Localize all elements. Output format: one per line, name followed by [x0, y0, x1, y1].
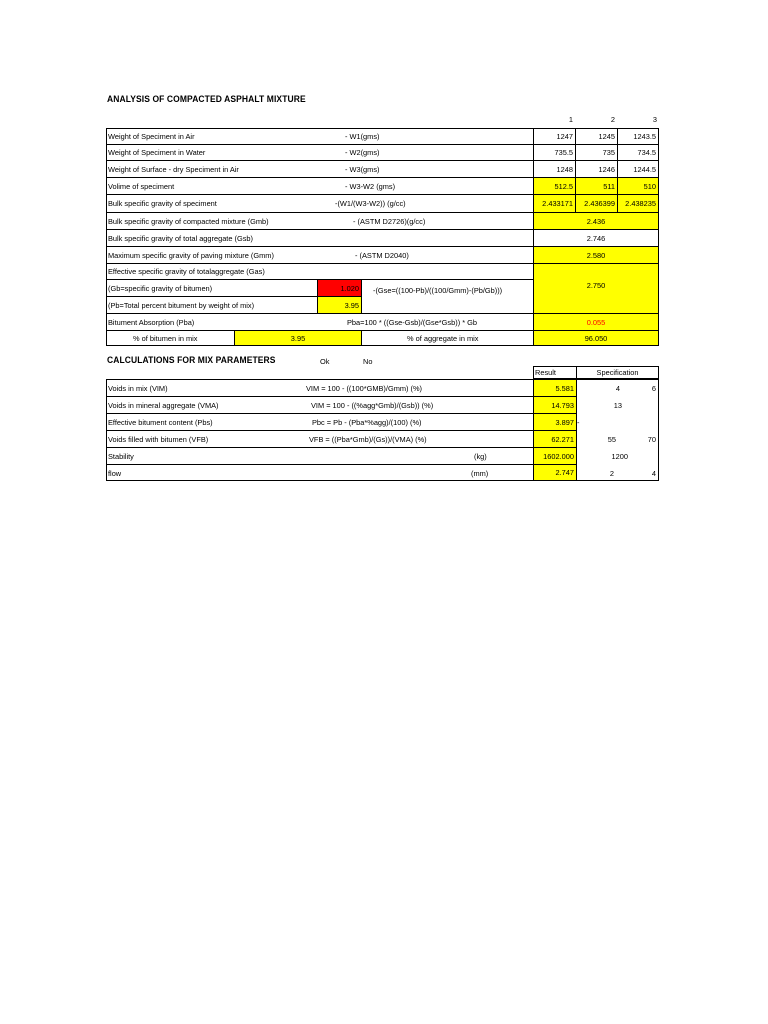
calc-row-label: Stability [108, 452, 134, 461]
calc-spec-max: 70 [647, 435, 656, 444]
value-cell: 510 [617, 177, 659, 195]
bit-label-cell [106, 330, 235, 346]
row-divider [106, 430, 534, 431]
calc-spec-min: 4 [615, 384, 620, 393]
calc-spec-min: 2 [609, 469, 614, 478]
calc-row-formula: (mm) [471, 469, 489, 478]
calc-row-label: Voids in mineral aggregate (VMA) [108, 401, 219, 410]
result-header: Result [533, 366, 577, 379]
calc-result: 1602.000 [533, 447, 577, 465]
gsb-label-cell [106, 229, 534, 247]
row-label: Weight of Speciment in Water [108, 148, 206, 157]
agg-label-cell [361, 330, 534, 346]
row-label-cell [106, 144, 534, 161]
pba-formula: Pba=100 * ((Gse-Gsb)/(Gse*Gsb)) * Gb [347, 318, 477, 327]
row-formula: - W2(gms) [345, 148, 380, 157]
row-label-cell [106, 177, 534, 195]
calc-row-formula: VIM = 100 - ((%agg*Gmb)/(Gsb)) (%) [311, 401, 434, 410]
row-label: Volime of speciment [108, 181, 175, 191]
row-label-cell [106, 160, 534, 178]
value-cell: 2.433171 [533, 194, 576, 213]
gse-formula-cell [361, 279, 534, 314]
row-formula: - W1(gms) [345, 132, 380, 141]
gmm-label: Maximum specific gravity of paving mixture (Gmm) [108, 250, 274, 260]
calc-spec-min: - [577, 418, 580, 427]
row-label-cell [106, 194, 534, 213]
value-cell: 511 [575, 177, 618, 195]
page-title: ANALYSIS OF COMPACTED ASPHALT MIXTURE [107, 93, 306, 105]
gmb-value: 2.436 [533, 212, 659, 230]
calc-title: CALCULATIONS FOR MIX PARAMETERS [107, 354, 276, 366]
gb-label: (Gb=specific gravity of bitumen) [108, 283, 213, 293]
row-formula: -(W1/(W3-W2)) (g/cc) [335, 199, 406, 208]
no-label: No [363, 357, 373, 366]
calc-spec-min: 55 [607, 435, 616, 444]
calc-spec-min: 13 [613, 401, 622, 410]
agg-label: % of aggregate in mix [407, 333, 479, 343]
calc-result: 3.897 [533, 413, 577, 431]
calc-spec-min: 1200 [611, 452, 628, 461]
gsb-value: 2.746 [533, 229, 659, 247]
gmb-label: Bulk specific gravity of compacted mixture (Gmb) [108, 216, 269, 226]
bit-value: 3.95 [234, 330, 362, 346]
calc-row-label: Voids filled with bitumen (VFB) [108, 435, 209, 444]
calc-result: 14.793 [533, 396, 577, 414]
value-cell: 2.438235 [617, 194, 659, 213]
gse-value-cell [533, 263, 659, 314]
pba-value: 0.055 [533, 313, 659, 331]
value-cell: 1248 [533, 160, 576, 178]
gsb-label: Bulk specific gravity of total aggregate (Gsb) [108, 233, 254, 243]
gb-value: 1.020 [317, 279, 362, 297]
calc-result: 5.581 [533, 379, 577, 397]
pba-label: Bitument Absorption (Pba) [108, 318, 195, 327]
value-cell: 734.5 [617, 144, 659, 161]
pb-label: (Pb=Total percent bitument by weight of mix) [108, 300, 255, 310]
row-divider [106, 396, 534, 397]
pb-value: 3.95 [317, 296, 362, 314]
value-cell: 1246 [575, 160, 618, 178]
ok-label: Ok [320, 357, 330, 366]
gse-formula: -(Gse=((100-Pb)/((100/Gmm)-(Pb/Gb))) [373, 286, 503, 295]
calc-result: 62.271 [533, 430, 577, 448]
gmm-value: 2.580 [533, 246, 659, 264]
gse-label-cell [106, 263, 534, 280]
gse-value: 2.750 [586, 280, 606, 290]
value-cell: 1247 [533, 128, 576, 145]
calc-row-formula: VIM = 100 - ((100*GMB)/Gmm) (%) [306, 384, 423, 393]
col-header-1: 1 [568, 115, 573, 124]
row-divider [106, 413, 534, 414]
value-cell: 1245 [575, 128, 618, 145]
calc-row-label: Effective bitument content (Pbs) [108, 418, 213, 427]
calc-row-formula: (kg) [474, 452, 487, 461]
value-cell: 735 [575, 144, 618, 161]
pb-label-cell [106, 296, 318, 314]
row-label: Bulk specific gravity of speciment [108, 199, 217, 208]
col-header-2: 2 [610, 115, 615, 124]
bit-label: % of bitumen in mix [133, 333, 198, 343]
row-divider [106, 464, 534, 465]
row-formula: - W3-W2 (gms) [345, 181, 396, 191]
calc-row-formula: Pbc = Pb - (Pba*%agg)/(100) (%) [312, 418, 422, 427]
row-formula: - W3(gms) [345, 164, 380, 174]
agg-value: 96.050 [533, 330, 659, 346]
pba-label-cell [106, 313, 534, 331]
gmm-label-cell [106, 246, 534, 264]
calc-result: 2.747 [533, 464, 577, 481]
col-header-3: 3 [652, 115, 657, 124]
gmb-formula: - (ASTM D2726)(g/cc) [353, 216, 426, 226]
calc-spec-max: 4 [651, 469, 656, 478]
gb-label-cell [106, 279, 318, 297]
calc-row-label: Voids in mix (VIM) [108, 384, 168, 393]
row-label: Weight of Speciment in Air [108, 132, 195, 141]
value-cell: 1243.5 [617, 128, 659, 145]
gmb-label-cell [106, 212, 534, 230]
value-cell: 2.436399 [575, 194, 618, 213]
value-cell: 1244.5 [617, 160, 659, 178]
row-label-cell [106, 128, 534, 145]
value-cell: 512.5 [533, 177, 576, 195]
gse-label: Effective specific gravity of totalaggregate (Gas) [108, 267, 265, 276]
gmm-formula: - (ASTM D2040) [355, 250, 409, 260]
row-label: Weight of Surface - dry Speciment in Air [108, 164, 239, 174]
calc-row-label: flow [108, 469, 122, 478]
calc-spec-max: 6 [651, 384, 656, 393]
calc-row-formula: VFB = ((Pba*Gmb)/(Gs))/(VMA) (%) [309, 435, 427, 444]
value-cell: 735.5 [533, 144, 576, 161]
spec-header: Specification [576, 366, 659, 379]
row-divider [106, 447, 534, 448]
